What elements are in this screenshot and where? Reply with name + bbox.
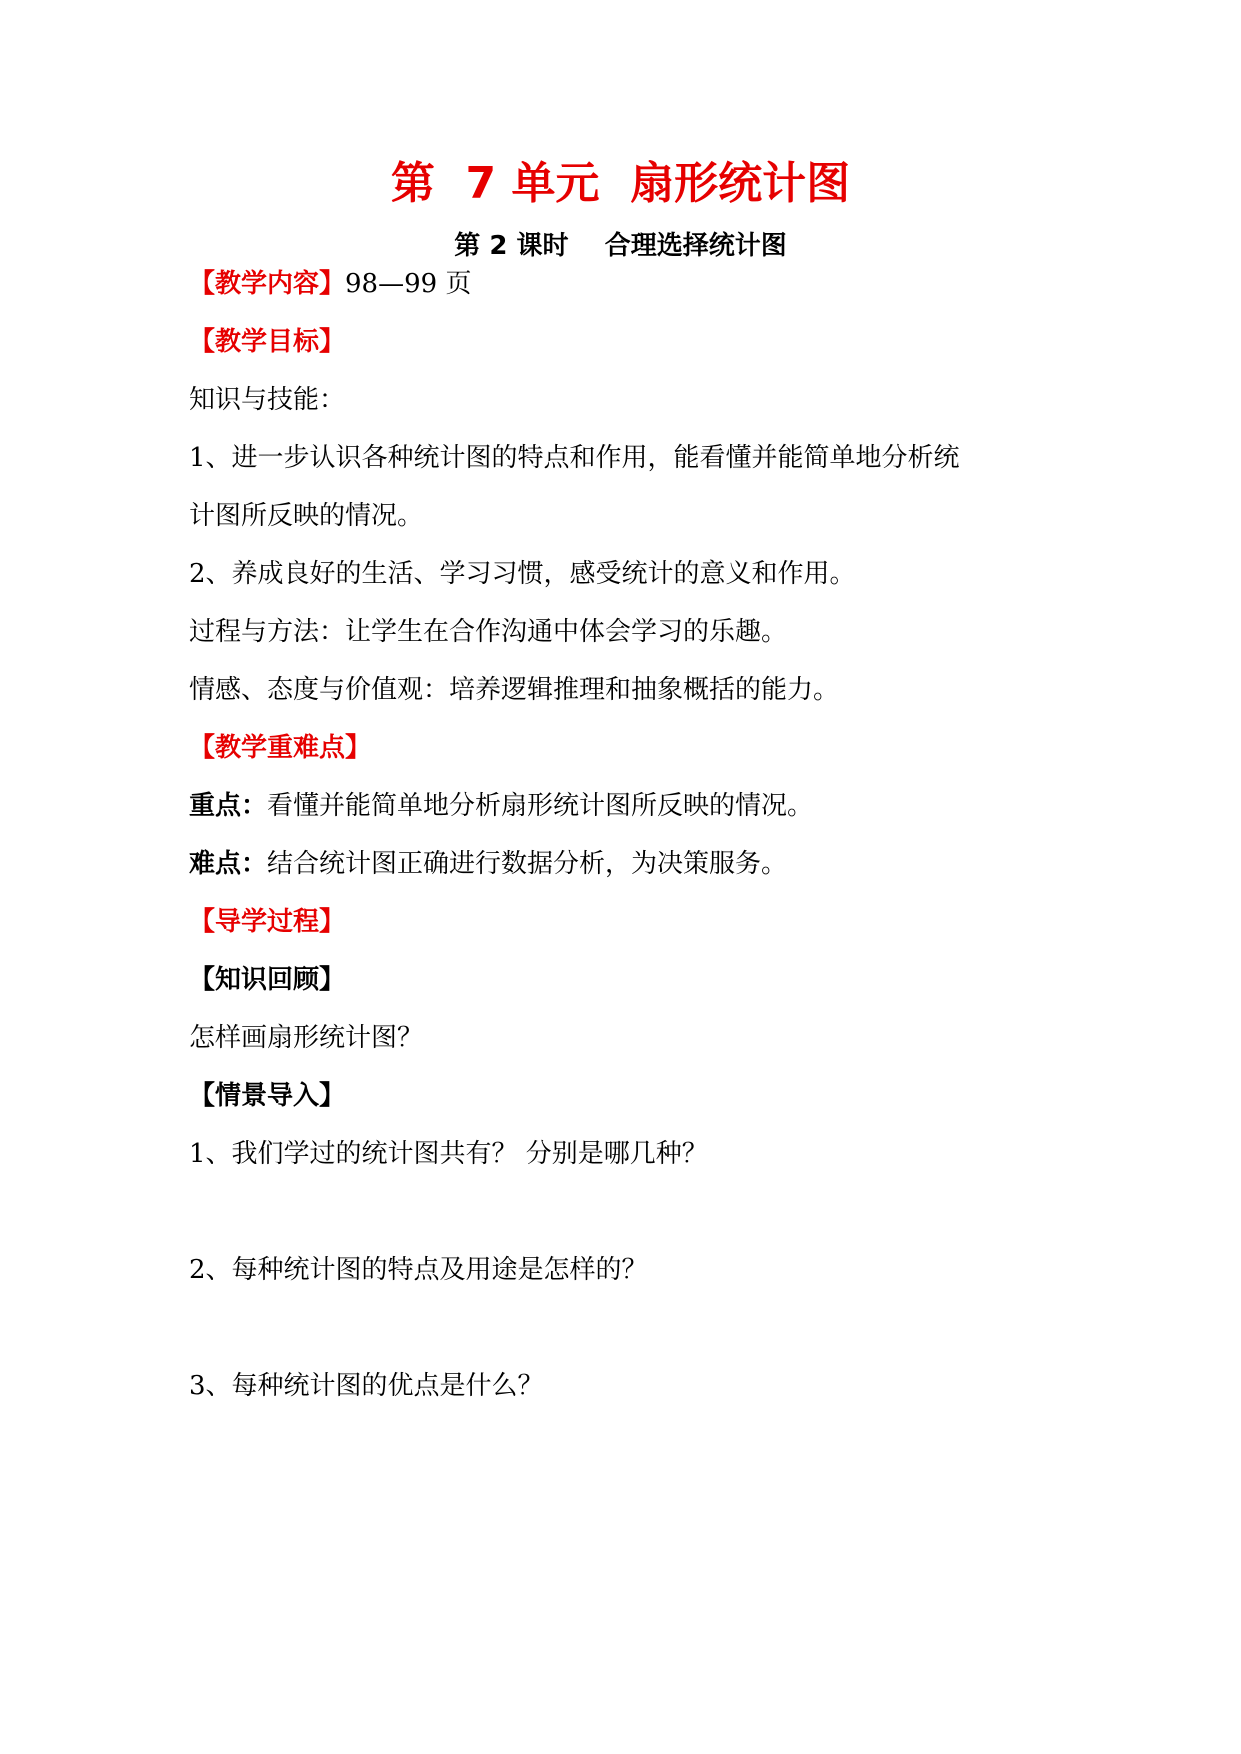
key-points-heading: 【教学重难点】	[189, 733, 372, 763]
knowledge-review-heading: 【知识回顾】	[189, 965, 346, 995]
knowledge-label: 知识与技能：	[189, 385, 346, 415]
difficult-point-line	[189, 844, 1069, 884]
teaching-content-heading: 【教学内容】	[189, 269, 346, 299]
key-point-line	[189, 786, 1069, 826]
guide-process-heading: 【导学过程】	[189, 907, 346, 937]
scenario-intro-heading: 【情景导入】	[189, 1081, 346, 1111]
goal-item-1-line-2: 计图所反映的情况。	[189, 501, 424, 531]
key-point-label: 重点：	[189, 791, 268, 821]
intro-question-1: 1、我们学过的统计图共有？ 分别是哪几种？	[189, 1139, 708, 1169]
difficult-point-label: 难点：	[189, 849, 268, 879]
difficult-point-text: 结合统计图正确进行数据分析，为决策服务。	[267, 849, 788, 879]
teaching-content-line	[189, 264, 1069, 304]
process-method-goal: 过程与方法：让学生在合作沟通中体会学习的乐趣。	[189, 617, 788, 647]
review-question: 怎样画扇形统计图？	[189, 1023, 424, 1053]
goal-item-1-line-1: 1、进一步认识各种统计图的特点和作用，能看懂并能简单地分析统	[189, 443, 960, 473]
lesson-subtitle: 第 2 课时 合理选择统计图	[454, 231, 787, 261]
document-title: 第 7 单元 扇形统计图	[390, 158, 851, 209]
key-point-text: 看懂并能简单地分析扇形统计图所反映的情况。	[267, 791, 814, 821]
teaching-content-pages: 98—99 页	[345, 269, 472, 299]
goal-item-2: 2、养成良好的生活、学习习惯，感受统计的意义和作用。	[189, 559, 856, 589]
intro-question-3: 3、每种统计图的优点是什么？	[189, 1371, 544, 1401]
emotion-value-goal: 情感、态度与价值观：培养逻辑推理和抽象概括的能力。	[189, 675, 840, 705]
teaching-goals-heading: 【教学目标】	[189, 327, 346, 357]
intro-question-2: 2、每种统计图的特点及用途是怎样的？	[189, 1255, 648, 1285]
